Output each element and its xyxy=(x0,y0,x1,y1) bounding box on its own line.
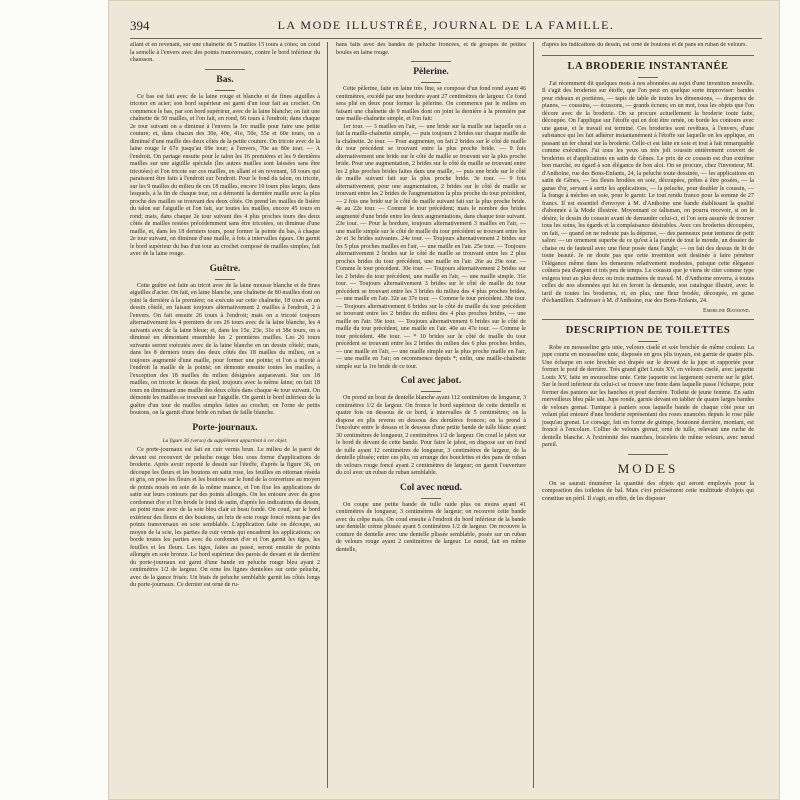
section-text-pelerine: Cette pèlerine, faite en laine très fine, se compose d'un fond rond ayant 46 centimètres, excédé par une bordure ayant 27 centimètres de largeur. Ce fond sera plié en deux pour former la pèlerine. On commence par le milieu en faisant une chaînette de 9 mailles dont on joint la dernière à la première par une maille-chaînette simple, et l'on fait: xyxy=(336,86,526,122)
divider xyxy=(411,61,451,62)
title-underline xyxy=(215,279,235,280)
journal-title: LA MODE ILLUSTRÉE, JOURNAL DE LA FAMILLE. xyxy=(277,18,615,32)
title-underline xyxy=(638,341,658,342)
title-underline xyxy=(638,77,658,78)
page-number: 394 xyxy=(130,18,150,33)
title-underline xyxy=(421,498,441,499)
masthead xyxy=(130,18,762,39)
section-title-bas: Bas. xyxy=(216,74,234,85)
journal-page xyxy=(108,0,780,800)
section-text-toilettes: Robe en mousseline gris unie, velours ciselé et soie brochée de même couleur. La jupe courte en mousseline unie, disposée en gros plis tuyaux, est garnie de quatre plis. Une écharpe en soie brochée est drapée sur le devant de la jupe et rapportée pour former le pouf de derrière. Très grand gilet Louis XV, en velours ciselé, avec jaquette Louis XV, faite en mousseline unie. Cette jaquette est largement ouverte sur le gilet. Sur le bord inférieur du celui-ci se trouve une fente dans laquelle passe l'écharpe, pour former des paniers sur les hanches et pouf derrière. Toilette de jeune femme. En satin merveilleux bleu pâle uni. Jupe ronde, garnie devant en tablier de quatre larges bandes de velours grenat. Tunique à paniers sous laquelle bande de chaque côté pour un volant plat entouré d'une broderie représentant des roses nuancées depuis le rose pâle jusqu'au grenat. Le corsage, fait en forme de guimpe, boutonné derrière, montant, est froncé à l'encolure. Collier de velours grenat, orné de tulle, relevant une ruche de dentelle blanche. A l'extrémité des manches, bracelets de même velours, avec nœud pareil. xyxy=(542,344,754,448)
section-title-guetre: Guêtre. xyxy=(209,263,241,274)
column-3 xyxy=(542,42,754,790)
section-text-col-jabot: On prend un bout de dentelle blanche ayant 112 centimètres de longueur, 3 centimètres 1/2 de largeur. On fronce le bord supérieur de cette dentelle et quatre fois on dessous de ce bord, à intervalles de 5 centimètres; on la dispose en plis revenu en dessous des dernières fronces; on la prend à l'encolure entre le dessus et le dessous d'une petite bande de tulle blanc ayant 30 centimètres de longueur, 2 centimètres 1/2 de largeur. On coud le jabot sur le bord de devant de cette bande. Pour faire le jabot, on dispose sur un fond de tulle ayant 12 centimètres de longueur, 3 centimètres de largeur, de la dentelle plissée; entre ces plis, on arrange des bouclettes et des pans de ruban de velours rouge foncé ayant 2 centimètres de largeur; on garnit l'ouverture du col avec un ruban de ruban semblable. xyxy=(336,395,526,476)
section-text-pelerine-tours: 1er tour. — 3 mailles en l'air, — une bride sur la maille sur laquelle on a fait la maille-chaînette simple, — puis toujours 2 brides sur chaque maille de la chaînette. 2e tour. — Pour augmenter, on fait 2 brides sur le côté de maille du tour précédent se trouvant entre la plus proche bride. — 9 fois alternativement une bride sur le côté de maille se trouvant sur la plus proche bride. Pour une augmentation, 2 brides sur le côté de maille se trouvant entre les 2 plus proches brides faites dans une maille, — puis une bride sur le côté de maille suivant fait sur la plus proche bride. 3e tour. — 9 fois alternativement, pour une augmentation, 2 brides sur le côté de maille se trouvant entre les 2 brides de l'augmentation la plus proche du tour précédent, — 2 fois une bride sur le côté de maille suivant fait sur la plus proche bride. 4e au 22e tour. — Comme le tour précédent; mais le nombre des brides augmenté d'une bride entre les deux augmentations, dans chaque tour suivant. 23e tour. — Pour la bordure, toujours alternativement 3 mailles en l'air, — une maille simple sur le côté de maille du tour précédent se trouvant entre les 2e et 3e brides suivantes. 24e tour. — Toujours alternativement 2 brides sur les 5 plus proches mailles en l'air, — une maille en l'air. 25e tour. — Toujours alternativement 2 brides sur le côté de maille se trouvant entre les 2 plus proches brides du tour précédent, une maille en l'air. 26e au 29e tour. — Comme le tour précédent. 30e tour. — Toujours alternativement 2 brides sur les 2 brides du tour précédent, une maille en l'air, — une maille simple. 31e tour. — Toujours alternativement 3 brides sur le côté de maille du tour précédent se trouvant entre les 3 brides du milieu des 4 plus proches brides, — une maille en l'air. 32e au 37e tour. — Comme le tour précédent. 38e tour. — Toujours alternativement 6 brides sur le côté de maille du tour précédent se trouvant entre les 2 brides du milieu des 4 plus proches brides, — une maille en l'air. 39e tour. — Toujours alternativement 6 brides sur le côté de maille du tour précédent, une maille en l'air. 40e au 47e tour. — Comme le tour précédent. 48e tour. — * 10 brides sur le côté de maille du tour précédent se trouvant entre les 2 brides du milieu des 6 plus proches brides, — une maille en l'air, — une maille simple sur la plus proche maille en l'air, — une maille en l'air; on recommence depuis *; enfin, une maille-chaînette simple sur la 1re bride de ce tour. xyxy=(336,123,526,370)
section-title-toilettes: DESCRIPTION DE TOILETTES xyxy=(565,324,731,336)
column-1-intro: allant et en revenant, sur une chaînette de 5 mailles 15 tours à côtes; on coud la semelle à l'envers avec des points transversaux, contre le bord inférieur du chausson. xyxy=(130,42,320,63)
column-2 xyxy=(336,42,526,790)
divider xyxy=(628,454,668,455)
title-underline xyxy=(421,391,441,392)
column-rule-2 xyxy=(533,42,534,788)
title-underline xyxy=(215,90,235,91)
section-title-porte-journaux: Porte-journaux. xyxy=(192,422,258,433)
divider xyxy=(542,319,754,320)
title-underline xyxy=(421,82,441,83)
divider xyxy=(205,69,245,70)
column-1 xyxy=(130,42,320,790)
divider xyxy=(542,55,754,56)
section-text-guetre: Cette guêtre est faite au tricot avec de la laine mousse blanche et de fines aiguilles d'acier. On fait, en laine blanche, une chaînette de 80 mailles dont on joint la dernière à la première; on exécute sur cette chaînette, 18 tours en un dessin côtelé, en faisant toujours alternativement 2 mailles à l'endroit, 2 à l'envers. On fait ensuite 26 tours à l'endroit; mais on a tricoté toujours alternativement les 4 premiers de ces 26 tours avec de la laine blanche, les 4 suivants avec de la laine bleue; et, dans les 15e, 23e, 31e et 38e tours, on a diminué en démontant ensemble les 2 premières mailles. Les 26 tours suivants seront exécutés avec de la laine blanche en un dessin côtelé; mais, dans les 8 derniers tours des deux côtés des 18 mailles du milieu, on a toujours augmenté d'une maille, pour former une pointe; et l'on a tricoté à l'endroit la maille de la pointe; on démonte ensuite toutes les mailles, à l'exception des 18 mailles du milieu désignées auparavant. Sur ces 18 mailles, on tricote le dessus du pied, toujours avec la même laine; on fait 18 tours en diminuant une maille des deux côtés dans chaque 4e tour suivant. On démonte les mailles se trouvant sur l'aiguille. On garnit le bord inférieur de la guêtre d'un tour de mailles simples faites au crochet; on l'orne de petits boutons, on la garnit d'une bride en ruban de faille blanche. xyxy=(130,282,320,416)
section-title-col-noeud: Col avec nœud. xyxy=(399,482,463,493)
section-title-modes: MODES xyxy=(617,460,679,476)
column-rule-1 xyxy=(327,42,328,788)
column-2-intro: bans faits avec des bandes de peluche froncées, et de groupes de petites boules en laine rouge. xyxy=(336,42,526,56)
section-text-bas: Ce bas est fait avec de la laine rouge et blanche et de fines aiguilles à tricoter en acier; son bord supérieur est garni d'un tour fait au crochet. On commence le bas, par son bord supérieur, avec de la laine blanche; on fait une chaînette de 50 mailles, et l'on fait, en rond, 66 tours à l'endroit; dans chaque 2e tour suivant on a diminué à l'envers la 1re maille pour faire une petite couture; et, dans chacun des 30e, 40e, 41e, 50e, 55e et 60e tours, on a diminué d'une maille des deux côtés de la petite couture. On tricote avec de la laine rouge le 67e jusqu'au 69e tour; à l'envers, 70e au 80e tour. — A l'endroit. On partage ensuite pour le talon les 16 premières et les 9 dernières mailles sur une aiguille spéciale (les autres mailles sont laissées sans être tricotées) et l'on tricote sur ces mailles, en allant et en revenant, 18 tours qui paraissent être faits à l'endroit sur l'endroit. Pour le fond du talon, on tricote, sur les 9 mailles du milieu de ces 18 mailles, encore 10 tours plus larges, dans lesquels, à la fin de chaque tour, on a démonté la dernière maille avec la plus proche des mailles se trouvant des deux côtés. On prend les mailles de lisière du talon sur l'aiguille et l'on fait, sur toutes les mailles, encore 45 tours en rond; mais, dans chaque 2e tour suivant des 4 plus proches tours des deux côtés de mailles restées précédemment sans être tricotées, on diminue d'une maille, et, dans les 18 derniers tours, pour former la pointe du bas, à chaque 2e tour suivant, on diminue d'une maille, à fois à intervalles égaux. On garnit le bord supérieur du bas d'un tour au crochet composé de mailles simples, fait avec de la laine rouge. xyxy=(130,93,320,257)
figure-note: La figure 36 (verso) du supplément appartient à cet objet. xyxy=(162,437,288,444)
section-text-broderie: J'ai récemment dit quelques mots à nos abonnées au sujet d'une invention nouvelle. Il s'agit des broderies sur étoffe, que l'on peut en quelque sorte improviser: bandes pour rideaux et portières, — tapis de table de toutes les dimensions, — draperies de pianos, — coussins, — écussons, — grands écrans; en un mot, tous les objets que l'on décore avec de la broderie. On se procure actuellement la broderie toute faite, découpée. On l'applique sur l'étoffe qui en doit être ornée, on borde les contours avec une ganse, et le travail est terminé. Ces broderies sont revêtues, à l'envers, d'une substance qui les fait adhérer instantanément à l'étoffe sur laquelle on les applique, en passant un fer chaud sur la broderie. Celle-ci est faite en soie et tout à fait remarquable comme exécution. J'ai sous les yeux un très joli coussin entièrement couvert de broderies et d'applications en satin de Gênes. Le prix de ce coussin est d'un extrême bon marché, eu égard à son élégance de bon aloi. On se procure, chez l'inventeur, M. d'Anthoine, rue des Bons-Enfants, 24, la peluche toute dessinée, — les applications en satin de Gênes, — les fleurs brodées en soie, découpées, prêtes à être posées, — la ganse d'or, servant à sertir les applications, — la peluche, pour doubler le coussin, — la frange à mèches en soie, pour le garnir. Le tout rendu franco pour la somme de 27 francs. Il est essentiel d'envoyer à M. d'Anthoine une bande établissant la qualité d'abonnée à la Mode illustrée. Moyennant ce talisman, on pourra recevoir, si on le désire, le dessin du coussin avant de demander celui-ci, et l'on sera assurée de trouver tous les soins, les égards et la complaisance désirables. Avec ces broderies découpées, on fait, — quand on ne redoute pas la dépense, — des panneaux pour tentures de petit salon: — un ornement superbe de ce qu'est à la portée de tout le monde, un dossier de chaise ou de fauteuil avec une fleur posée dans l'angle; — on fait des dessus de lit de toute beauté. Je ne doute pas que cette invention soit destinée à faire pénétrer l'élégance même dans les demeures relativement modestes, puisque cette élégance coûtera peu d'argent et très peu de temps. Le coussin que je viens de citer comme type exigera tout au plus deux ou trois matinées de travail. M. d'Anthoine enverra, à toutes celles de nos abonnées qui lui en feront la demande, son catalogue illustré, avec le tarif de toutes les broderies, et, en plus, une fleur brodée, découpée, en guise d'échantillon. S'adresser à M. d'Anthoine, rue des Bons-Enfants, 24. xyxy=(542,80,754,304)
section-title-col-jabot: Col avec jabot. xyxy=(400,376,462,386)
section-text-porte-journaux: Ce porte-journaux est fait en cuir vernis brun. Le milieu de la paroi de devant est recouvert de peluche rouge bleu sous forme d'applications de broderie. Après avoir reporté le dessin sur l'étoffe, d'après la figure 36, on découpe les fleurs et les boutons en satin rose, les feuilles en ottoman réséda et gris, on pose les fleurs et les boutons sur le fond de la couverture au moyen de points noués en soie de la même nuance, et l'on fixe les applications de satin sur leurs contours par des points allongés. On les entoure avec du gros cordonnet d'or et l'on brode le fond de satin, d'après les indications du dessin, au point russe avec de la soie bleu clair et beau fondé. On coud, sur le bord extérieur des fleurs et des boutons, un bris de soie rouge foncé retenu par des points transversaux en soie semblable. L'application faite on découpe, au moyen de la scie, les parties du cuir vernis qui encadrent les applications; on borde toutes les parties avec du cordonnet d'or et l'on garnit les tiges, les feuilles et les fleurs. Les tiges, faites au passé, seront ensuite de points allongés en soie bronze. Le bord supérieur des parois de devant et de derrière du porte-journaux est garni d'une bande en peluche rouge bleu ayant 2 centimètres 1/2 de largeur. On orne les lignes dentelées sur cette peluche, avec de la gance frisée. Un biais de peluche semblable garnit les côtés longs du porte-journaux. Ce dernier est orné de ru- xyxy=(130,447,320,589)
column-3-intro: d'après les indications du dessin, est orné de boutons et de pans en ruban de velours. xyxy=(542,42,748,48)
author-signature: Emmeline Raymond. xyxy=(703,307,750,314)
section-text-col-noeud: On coupe une petite bande de tulle raide plus ou moins ayant 41 centimètres de longueur, 3 centimètres de largeur; on recouvre cette bande avec du crêpe mais. On coud ensuite à l'endroit du bord inférieur de la bande une dentelle crème plissée ayant 5 centimètres 1/2 de largeur. On recouvre la couture de dentelle avec une dentelle plissée semblable, posée sur un ruban de velours rouge ayant 2 centimètres de largeur. Le nœud, fait en même dentelle, xyxy=(336,501,526,553)
section-title-broderie: LA BRODERIE INSTANTANÉE xyxy=(567,60,729,72)
section-title-pelerine: Pèlerine. xyxy=(413,67,449,77)
section-text-modes: On se saurait énumérer la quantité des objets qui seront employés pour la composition des toilettes de bal. Mais c'est précisément cette multitude d'objets qui constitue un péril. Il s'agit, en effet, de les disposer xyxy=(542,480,754,502)
